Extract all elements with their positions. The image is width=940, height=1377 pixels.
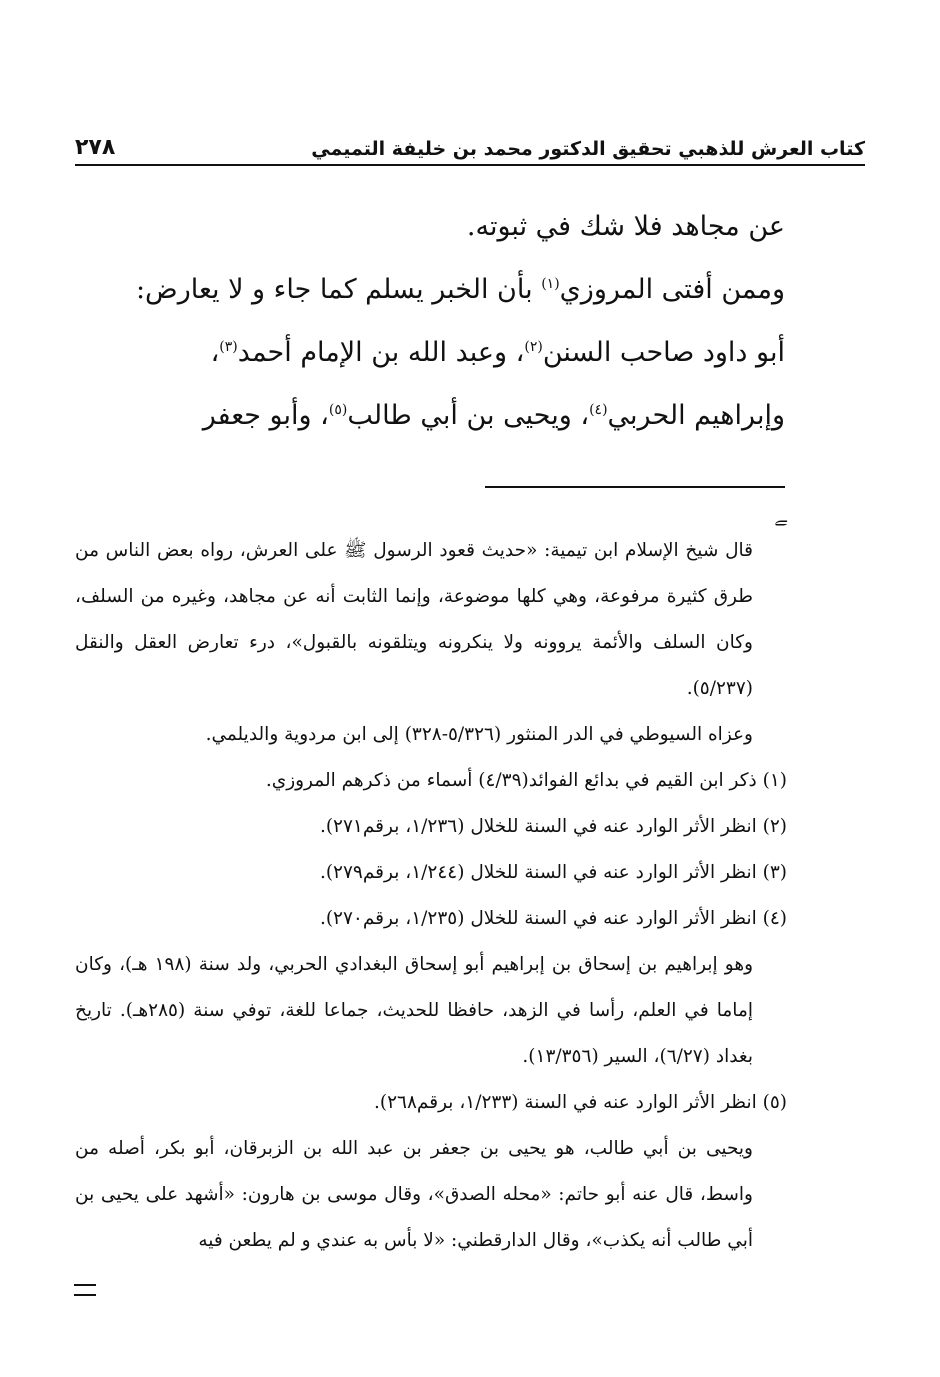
footnote-separator [485,486,785,488]
page-number: ٢٧٨ [75,135,116,160]
text-span: بأن الخبر يسلم كما جاء و لا يعارض: [135,274,542,305]
footnote-ref: (٣) [219,339,238,355]
text-span: ، [210,337,220,368]
footnote-continuation-marker: ﮯ [774,506,787,527]
footnote-ref: (٥) [328,402,348,418]
main-text [75,195,785,447]
footnote-paragraph: وعزاه السيوطي في الدر المنثور (٥/٣٢٦-٣٢٨) إلى ابن مردوية والديلمي. [205,724,753,745]
text-span: ، ويحيى بن أبي طالب [347,400,590,431]
main-line [75,321,785,384]
text-span: ، وعبد الله بن الإمام أحمد [237,337,525,368]
main-line [75,258,785,321]
main-line [75,384,785,447]
footnote-ref: (٤) [589,402,608,418]
footnote-item: (٢) انظر الأثر الوارد عنه في السنة للخلال (١/٢٣٦، برقم٢٧١). [319,816,787,837]
continuation-mark [74,1284,96,1296]
footnote-ref: (١) [541,276,560,292]
footnote-paragraph: ويحيى بن أبي طالب، هو يحيى بن جعفر بن عبد الله بن الزبرقان، أبو بكر، أصله من واسط، قال عنه أبو حاتم: «محله الصدق»، وقال موسى بن هارون: «أشهد على يحيى بن أبي طالب أنه يكذب»، وقال الدارقطني: «لا بأس به عندي و لم يطعن فيه [75,1138,753,1251]
text-span: وممن أفتى المروزي [559,274,785,305]
text-span: أبو داود صاحب السنن [542,337,785,368]
text-span: وإبراهيم الحربي [607,400,785,431]
footnote-paragraph: قال شيخ الإسلام ابن تيمية: «حديث قعود الرسول ﷺ على العرش، رواه بعض الناس من طرق كثيرة مرفوعة، وهي كلها موضوعة، وإنما الثابت أنه عن مجاهد، وغيره من السلف، وكان السلف والأئمة يروونه ولا ينكرونه ويتلقونه بالقبول»، درء تعارض العقل والنقل (٥/٢٣٧). [75,540,753,699]
footnote-item: (٥) انظر الأثر الوارد عنه في السنة (١/٢٣٣، برقم٢٦٨). [374,1092,787,1113]
footnote-item: (٣) انظر الأثر الوارد عنه في السنة للخلال (١/٢٤٤، برقم٢٧٩). [319,862,787,883]
page-header [75,118,865,166]
footnote-item: (٤) انظر الأثر الوارد عنه في السنة للخلال (١/٢٣٥، برقم٢٧٠). [319,908,787,929]
text-span: ، وأبو جعفر [202,400,329,431]
main-line: عن مجاهد فلا شك في ثبوته. [466,211,785,242]
running-title: كتاب العرش للذهبي تحقيق الدكتور محمد بن خليفة التميمي [311,138,865,160]
footnote-ref: (٢) [524,339,543,355]
footnote-item: (١) ذكر ابن القيم في بدائع الفوائد(٤/٣٩) أسماء من ذكرهم المروزي. [265,770,787,791]
footnote-paragraph: وهو إبراهيم بن إسحاق بن إبراهيم أبو إسحاق البغدادي الحربي، ولد سنة (١٩٨ هـ)، وكان إماما في العلم، رأسا في الزهد، حافظا للحديث، جماعا للغة، توفي سنة (٢٨٥هـ). تاريخ بغداد (٦/٢٧)، السير (١٣/٣٥٦). [75,954,754,1067]
footnotes [75,528,787,1264]
